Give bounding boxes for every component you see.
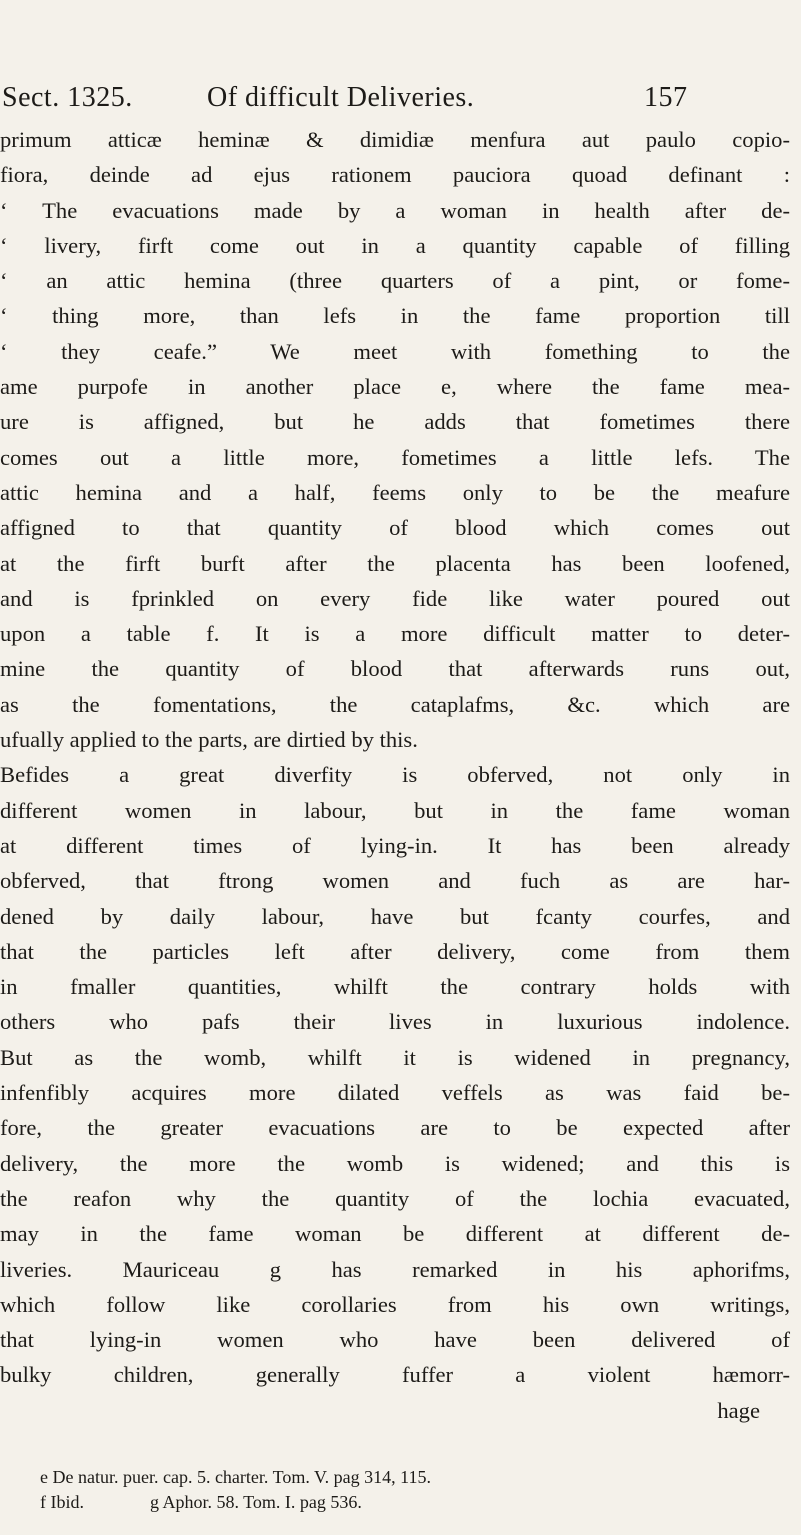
text-line: others who pafs their lives in luxurious indolence. (0, 1009, 790, 1035)
page-number: 157 (644, 82, 688, 113)
footnote-g: g Aphor. 58. Tom. I. pag 536. (150, 1492, 362, 1512)
body-text (0, 122, 790, 1428)
running-header (2, 78, 712, 118)
text-line: ‘ livery, firft come out in a quantity capable of filling (0, 232, 790, 258)
text-line: ure is affigned, but he adds that fometimes there (0, 409, 790, 435)
text-line: ‘ they ceafe.” We meet with fomething to the (0, 338, 790, 364)
text-line: bulky children, generally fuffer a violent hæmorr- (0, 1362, 790, 1388)
text-line: as the fomentations, the cataplafms, &c. which are (0, 691, 790, 717)
section-number: Sect. 1325. (2, 82, 133, 113)
text-line: mine the quantity of blood that afterwards runs out, (0, 656, 790, 682)
text-line: But as the womb, whilft it is widened in pregnancy, (0, 1044, 790, 1070)
catchword: hage (717, 1397, 760, 1423)
text-line: dened by daily labour, have but fcanty courfes, and (0, 903, 790, 929)
text-line: fore, the greater evacuations are to be expected after (0, 1115, 790, 1141)
footnote-f: f Ibid. (40, 1492, 84, 1512)
text-line: ‘ thing more, than lefs in the fame proportion till (0, 303, 790, 329)
text-line: the reafon why the quantity of the lochia evacuated, (0, 1185, 790, 1211)
text-line: obferved, that ftrong women and fuch as are har- (0, 868, 790, 894)
text-line: Befides a great diverfity is obferved, not only in (0, 762, 790, 788)
text-line: liveries. Mauriceau g has remarked in his aphorifms, (0, 1256, 790, 1282)
text-line: ‘ an attic hemina (three quarters of a pint, or fome- (0, 268, 790, 294)
text-line: and is fprinkled on every fide like water poured out (0, 585, 790, 611)
text-line: fiora, deinde ad ejus rationem pauciora quoad definant : (0, 162, 790, 188)
text-line: may in the fame woman be different at different de- (0, 1221, 790, 1247)
footnote-e: e De natur. puer. cap. 5. charter. Tom. V. pag 314, 115. (40, 1467, 431, 1487)
text-line: attic hemina and a half, feems only to be the meafure (0, 479, 790, 505)
text-line: primum atticæ heminæ & dimidiæ menfura aut paulo copio- (0, 127, 790, 152)
text-line: ufually applied to the parts, are dirtied by this. (0, 727, 418, 753)
text-line: different women in labour, but in the fame woman (0, 797, 790, 823)
text-line: at the firft burft after the placenta has been loofened, (0, 550, 790, 576)
text-line: that lying-in women who have been delivered of (0, 1327, 790, 1353)
text-line: affigned to that quantity of blood which comes out (0, 515, 790, 541)
footnote-row (40, 1490, 720, 1515)
text-line: ‘ The evacuations made by a woman in health after de- (0, 197, 790, 223)
text-line: ame purpofe in another place e, where the fame mea- (0, 374, 790, 400)
text-line: delivery, the more the womb is widened; and this is (0, 1150, 790, 1176)
text-line: at different times of lying-in. It has been already (0, 832, 790, 858)
chapter-title: Of difficult Deliveries. (207, 82, 475, 113)
text-line: comes out a little more, fometimes a little lefs. The (0, 444, 790, 470)
text-line: which follow like corollaries from his own writings, (0, 1291, 790, 1317)
text-line: that the particles left after delivery, come from them (0, 938, 790, 964)
text-line: upon a table f. It is a more difficult matter to deter- (0, 621, 790, 647)
text-line: infenfibly acquires more dilated veffels as was faid be- (0, 1080, 790, 1106)
text-line: in fmaller quantities, whilft the contrary holds with (0, 974, 790, 1000)
footnotes (40, 1465, 720, 1515)
